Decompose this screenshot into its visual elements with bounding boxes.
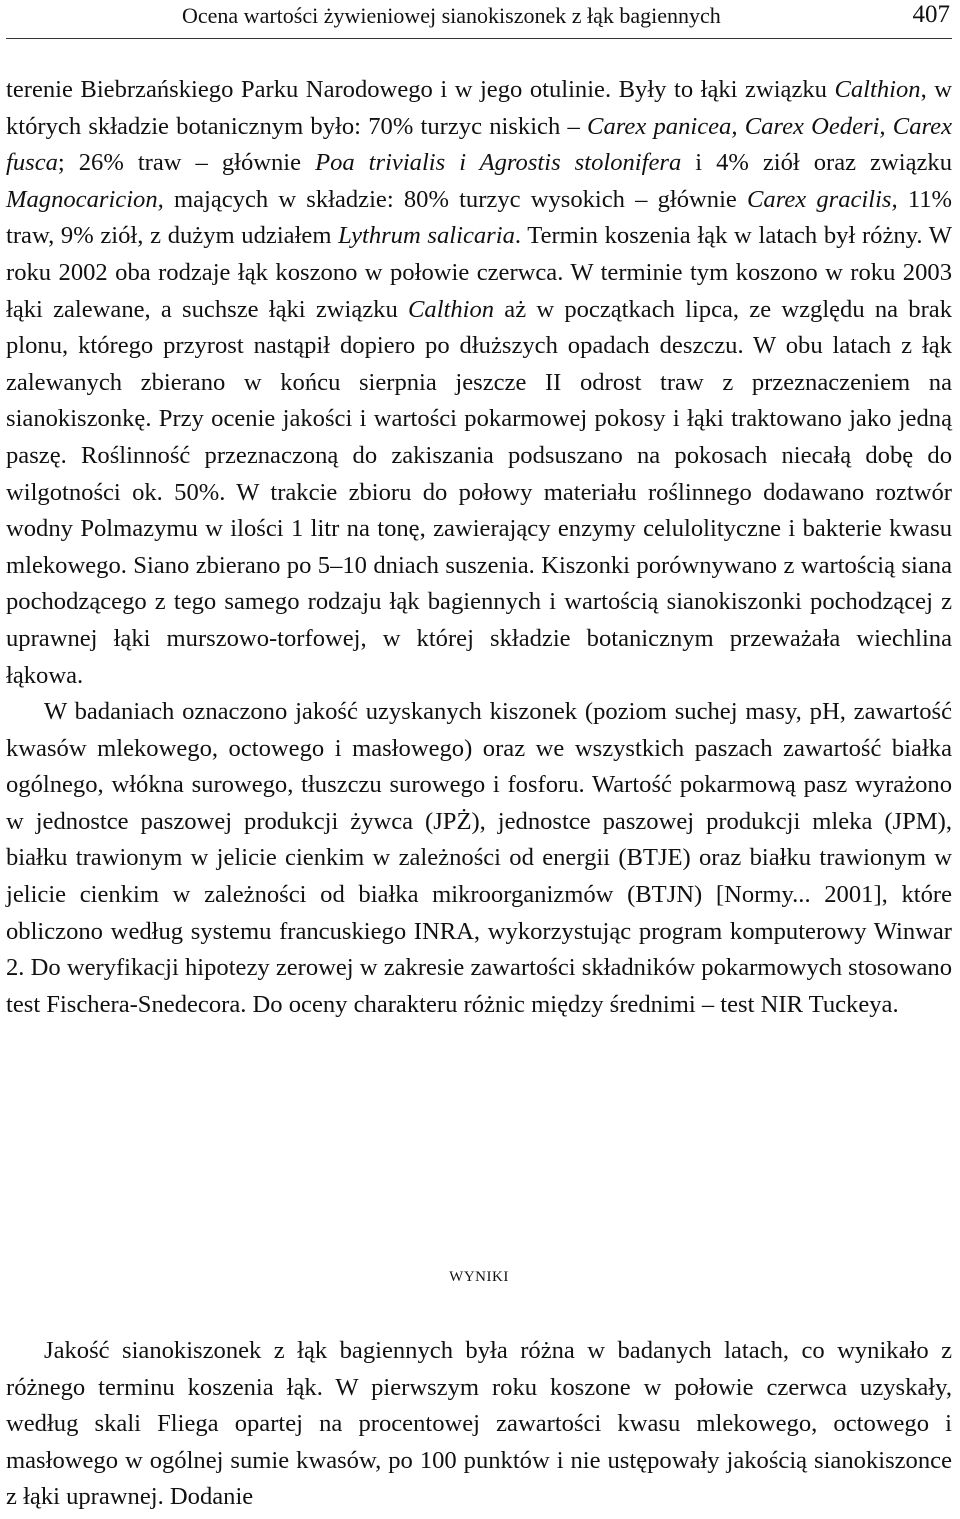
text-run: , w których składzie botanicznym było: 70% turzyc niskich –	[6, 76, 953, 140]
paragraph-study-area	[6, 72, 952, 694]
text-run: 11% traw, 9% ziół, z dużym udziałem	[6, 185, 952, 250]
paragraph-results: Jakość sianokiszonek z łąk bagiennych była różna w badanych latach, co wynikało z różnego terminu koszenia łąk. W pierwszym roku koszone w połowie czerwca uzyskały, według skali Fliega opartej na procentowej zawartości kwasu mlekowego, octowego i masłowego w ogólnej sumie kwasów, po 100 punktów i nie ustępowały jakością sianokiszonce z łąki uprawnej. Dodanie	[6, 1337, 952, 1511]
latin-name: Carex panicea, Carex Oederi, Carex fusca	[6, 112, 952, 177]
running-header	[6, 0, 952, 39]
latin-name: Calthion	[834, 76, 921, 103]
latin-name: Poa trivialis i Agrostis stolonifera	[315, 149, 682, 177]
page-number: 407	[912, 1, 950, 28]
latin-name: Carex gracilis,	[747, 185, 898, 213]
methods-text	[6, 72, 952, 1023]
text-run: ; 26% traw – głównie	[57, 149, 316, 177]
text-run: i 4% ziół oraz związku	[681, 149, 952, 177]
paragraph-methods: W badaniach oznaczono jakość uzyskanych kiszonek (poziom suchej masy, pH, zawartość kwasów mlekowego, octowego i masłowego) oraz we wszystkich paszach zawartość białka ogólnego, włókna surowego, tłuszczu surowego i fosforu. Wartość pokarmową pasz wyrażono w jednostce paszowej produkcji żywca (JPŻ), jednostce paszowej produkcji mleka (JPM), białku trawionym w jelicie cienkim w zależności od energii (BTJE) oraz białku trawionym w jelicie cienkim w zależności od białka mikroorganizmów (BTJN) [Normy... 2001], które obliczono według systemu francuskiego INRA, wykorzystując program komputerowy Winwar 2. Do weryfikacji hipotezy zerowej w zakresie zawartości składników pokarmowych stosowano test Fischera-Snedecora. Do oceny charakteru różnic między średnimi – test NIR Tuckeya.	[6, 698, 952, 1018]
text-run: terenie Biebrzańskiego Parku Narodowego i w jego otulinie. Były to łąki związku	[6, 76, 835, 103]
section-heading-results: WYNIKI	[449, 1269, 509, 1285]
text-run: aż w początkach lipca, ze względu na brak plonu, którego przyrost nastąpił dopiero po dłuższych opadach deszczu. W obu latach z łąk zalewanych zbierano w końcu sierpnia jeszcze II odrost traw z przeznaczeniem na sianokiszonkę. Przy ocenie jakości i wartości pokarmowej pokosy i łąki traktowano jako jedną paszę. Roślinność przeznaczoną do zakiszania podsuszano na pokosach niecałą dobę do wilgotności ok. 50%. W trakcie zbioru do połowy materiału roślinnego dodawano roztwór wodny Polmazymu w ilości 1 litr na tonę, zawierający enzymy celulolityczne i bakterie kwasu mlekowego. Siano zbierano po 5–10 dniach suszenia. Kiszonki porównywano z wartością siana pochodzącego z tego samego rodzaju łąk bagiennych i wartością sianokiszonki pochodzącej z uprawnej łąki murszowo-torfowej, w której składzie botanicznym przeważała wiechlina łąkowa.	[6, 295, 952, 689]
running-title: Ocena wartości żywieniowej sianokiszonek z łąk bagiennych	[182, 3, 721, 28]
latin-name: Lythrum salicaria	[338, 222, 515, 250]
results-text	[6, 1333, 952, 1516]
latin-name: Calthion	[408, 295, 495, 323]
latin-name: Magnocaricion,	[6, 185, 164, 213]
text-run: . Termin koszenia łąk w latach był różny. W roku 2002 oba rodzaje łąk koszono w połowie czerwca. W terminie tym koszono w roku 2003 łąki zalewane, a suchsze łąki związku	[6, 222, 952, 323]
text-run: mających w składzie: 80% turzyc wysokich – głównie	[163, 185, 747, 213]
